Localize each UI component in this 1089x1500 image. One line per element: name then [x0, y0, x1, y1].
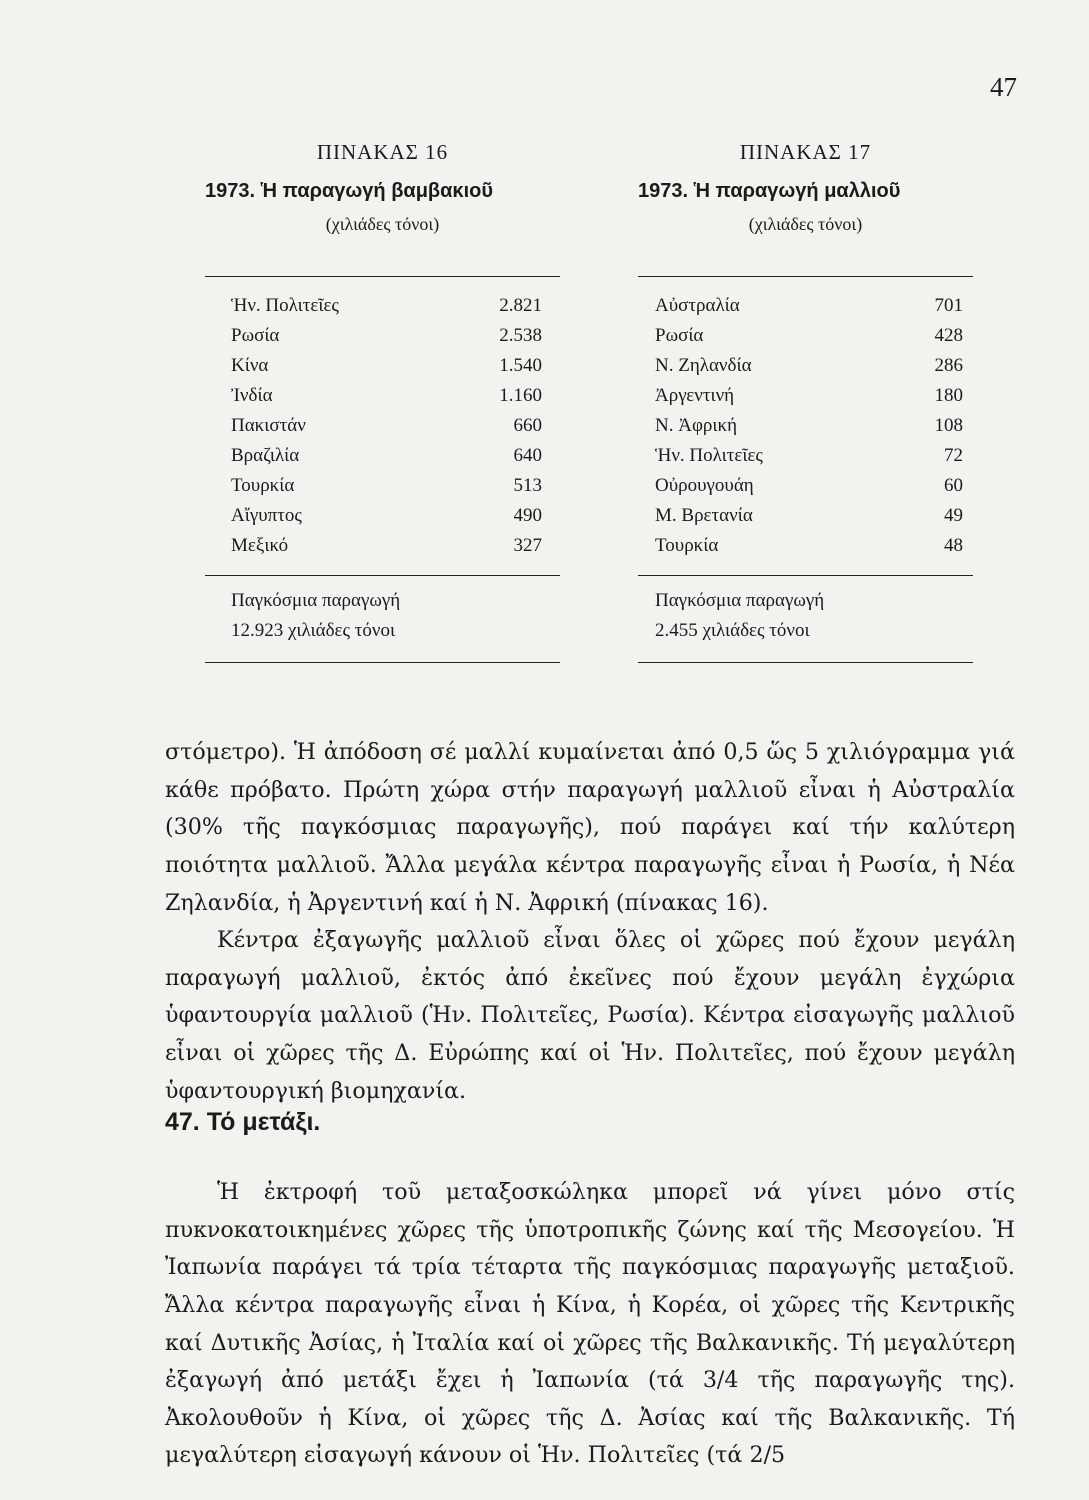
total-label: Παγκόσμια παραγωγή [231, 590, 401, 611]
table-row [638, 535, 973, 565]
country-cell: Μεξικό [231, 535, 289, 556]
table-row [205, 355, 560, 385]
country-cell: Ν. Ζηλανδία [655, 355, 752, 376]
table-row [205, 385, 560, 415]
value-cell: 490 [513, 505, 542, 526]
table-label: ΠΙΝΑΚΑΣ 16 [316, 140, 449, 164]
country-cell: Ρωσία [655, 325, 704, 346]
total-label: Παγκόσμια παραγωγή [655, 590, 825, 611]
value-cell: 72 [944, 445, 963, 466]
value-cell: 428 [934, 325, 963, 346]
table-subtitle: (χιλιάδες τόνοι) [748, 214, 863, 234]
value-cell: 2.821 [499, 295, 542, 316]
country-cell: Κίνα [231, 355, 269, 376]
value-cell: 108 [934, 415, 963, 436]
table-total [205, 590, 560, 650]
table-row [638, 355, 973, 385]
value-cell: 286 [934, 355, 963, 376]
table-row [638, 295, 973, 325]
value-cell: 49 [944, 505, 963, 526]
country-cell: Ἀργεντινή [655, 385, 735, 406]
table-rule [205, 276, 560, 277]
value-cell: 2.538 [499, 325, 542, 346]
table-subtitle: (χιλιάδες τόνοι) [325, 214, 440, 234]
country-cell: Ν. Ἀφρική [655, 415, 738, 436]
total-value: 2.455 χιλιάδες τόνοι [655, 620, 810, 641]
value-cell: 180 [934, 385, 963, 406]
country-cell: Αἴγυπτος [231, 505, 302, 526]
table-row [205, 535, 560, 565]
country-cell: Τουρκία [655, 535, 719, 556]
country-cell: Βραζιλία [231, 445, 300, 466]
table-row [205, 295, 560, 325]
table-title: 1973. Ἡ παραγωγή μαλλιοῦ [638, 180, 901, 202]
value-cell: 660 [513, 415, 542, 436]
table-label: ΠΙΝΑΚΑΣ 17 [739, 140, 872, 164]
table-row [205, 475, 560, 505]
table-total [638, 590, 973, 650]
table-row [638, 475, 973, 505]
country-cell: Οὐρουγουάη [655, 475, 754, 496]
table-row [638, 415, 973, 445]
table-rule [638, 276, 973, 277]
table-rule [205, 575, 560, 576]
paragraph-wool-trade: Κέντρα ἐξαγωγῆς μαλλιοῦ εἶναι ὅλες οἱ χῶρες πού ἔχουν μεγάλη παραγωγή μαλλιοῦ, ἐκτός ἀπό ἐκεῖνες πού ἔχουν μεγάλη ἐγχώρια ὑφαντουργία μαλλιοῦ (Ἡν. Πολιτεῖες, Ρωσία). Κέντρα εἰσαγωγῆς μαλλιοῦ εἶναι οἱ χῶρες τῆς Δ. Εὐρώπης καί οἱ Ἡν. Πολιτεῖες, πού ἔχουν μεγάλη ὑφαντουργική βιομηχανία. [165, 927, 1015, 1104]
value-cell: 640 [513, 445, 542, 466]
country-cell: Τουρκία [231, 475, 295, 496]
country-cell: Ἡν. Πολιτεῖες [231, 295, 339, 316]
table-title: 1973. Ἡ παραγωγή βαμβακιοῦ [205, 180, 493, 202]
table-17 [638, 140, 973, 663]
value-cell: 1.540 [499, 355, 542, 376]
table-row [205, 415, 560, 445]
section-heading: 47. Τό μετάξι. [165, 1108, 321, 1136]
table-row [638, 385, 973, 415]
value-cell: 327 [513, 535, 542, 556]
value-cell: 701 [934, 295, 963, 316]
country-cell: Ἰνδία [231, 385, 273, 406]
value-cell: 513 [513, 475, 542, 496]
table-row [638, 445, 973, 475]
paragraph-silk: Ἡ ἐκτροφή τοῦ μεταξοσκώληκα μπορεῖ νά γίνει μόνο στίς πυκνοκατοικημένες χῶρες τῆς ὑποτροπικῆς ζώνης καί τῆς Μεσογείου. Ἡ Ἰαπωνία παράγει τά τρία τέταρτα τῆς παγκόσμιας παραγωγῆς μεταξιοῦ. Ἄλλα κέντρα παραγωγῆς εἶναι ἡ Κίνα, ἡ Κορέα, οἱ χῶρες τῆς Κεντρικῆς καί Δυτικῆς Ἀσίας, ἡ Ἰταλία καί οἱ χῶρες τῆς Βαλκανικῆς. Τή μεγαλύτερη ἐξαγωγή ἀπό μετάξι ἔχει ἡ Ἰαπωνία (τά 3/4 τῆς παραγωγῆς της). Ἀκολουθοῦν ἡ Κίνα, οἱ χῶρες τῆς Δ. Ἀσίας καί τῆς Βαλκανικῆς. Τή μεγαλύτερη εἰσαγωγή κάνουν οἱ Ἡν. Πολιτεῖες (τά 2/5 [165, 1179, 1015, 1469]
country-cell: Ρωσία [231, 325, 280, 346]
table-16 [205, 140, 560, 663]
country-cell: Αὐστραλία [655, 295, 740, 316]
table-rule [205, 662, 560, 663]
country-cell: Μ. Βρετανία [655, 505, 753, 526]
table-row [638, 325, 973, 355]
value-cell: 1.160 [499, 385, 542, 406]
table-row [205, 325, 560, 355]
table-rule [638, 662, 973, 663]
value-cell: 60 [944, 475, 963, 496]
page-number: 47 [990, 72, 1017, 102]
total-value: 12.923 χιλιάδες τόνοι [231, 620, 396, 641]
table-row [205, 505, 560, 535]
table-row [638, 505, 973, 535]
country-cell: Πακιστάν [231, 415, 306, 436]
table-row [205, 445, 560, 475]
country-cell: Ἡν. Πολιτεῖες [655, 445, 763, 466]
paragraph-wool-production: στόμετρο). Ἡ ἀπόδοση σέ μαλλί κυμαίνεται ἀπό 0,5 ὥς 5 χιλιόγραμμα γιά κάθε πρόβατο. Πρώτη χώρα στήν παραγωγή μαλλιοῦ εἶναι ἡ Αὐστραλία (30% τῆς παγκόσμιας παραγωγῆς), πού παράγει καί τήν καλύτερη ποιότητα μαλλιοῦ. Ἄλλα μεγάλα κέντρα παραγωγῆς εἶναι ἡ Ρωσία, ἡ Νέα Ζηλανδία, ἡ Ἀργεντινή καί ἡ Ν. Ἀφρική (πίνακας 16). [165, 739, 1015, 916]
value-cell: 48 [944, 535, 963, 556]
table-rule [638, 575, 973, 576]
